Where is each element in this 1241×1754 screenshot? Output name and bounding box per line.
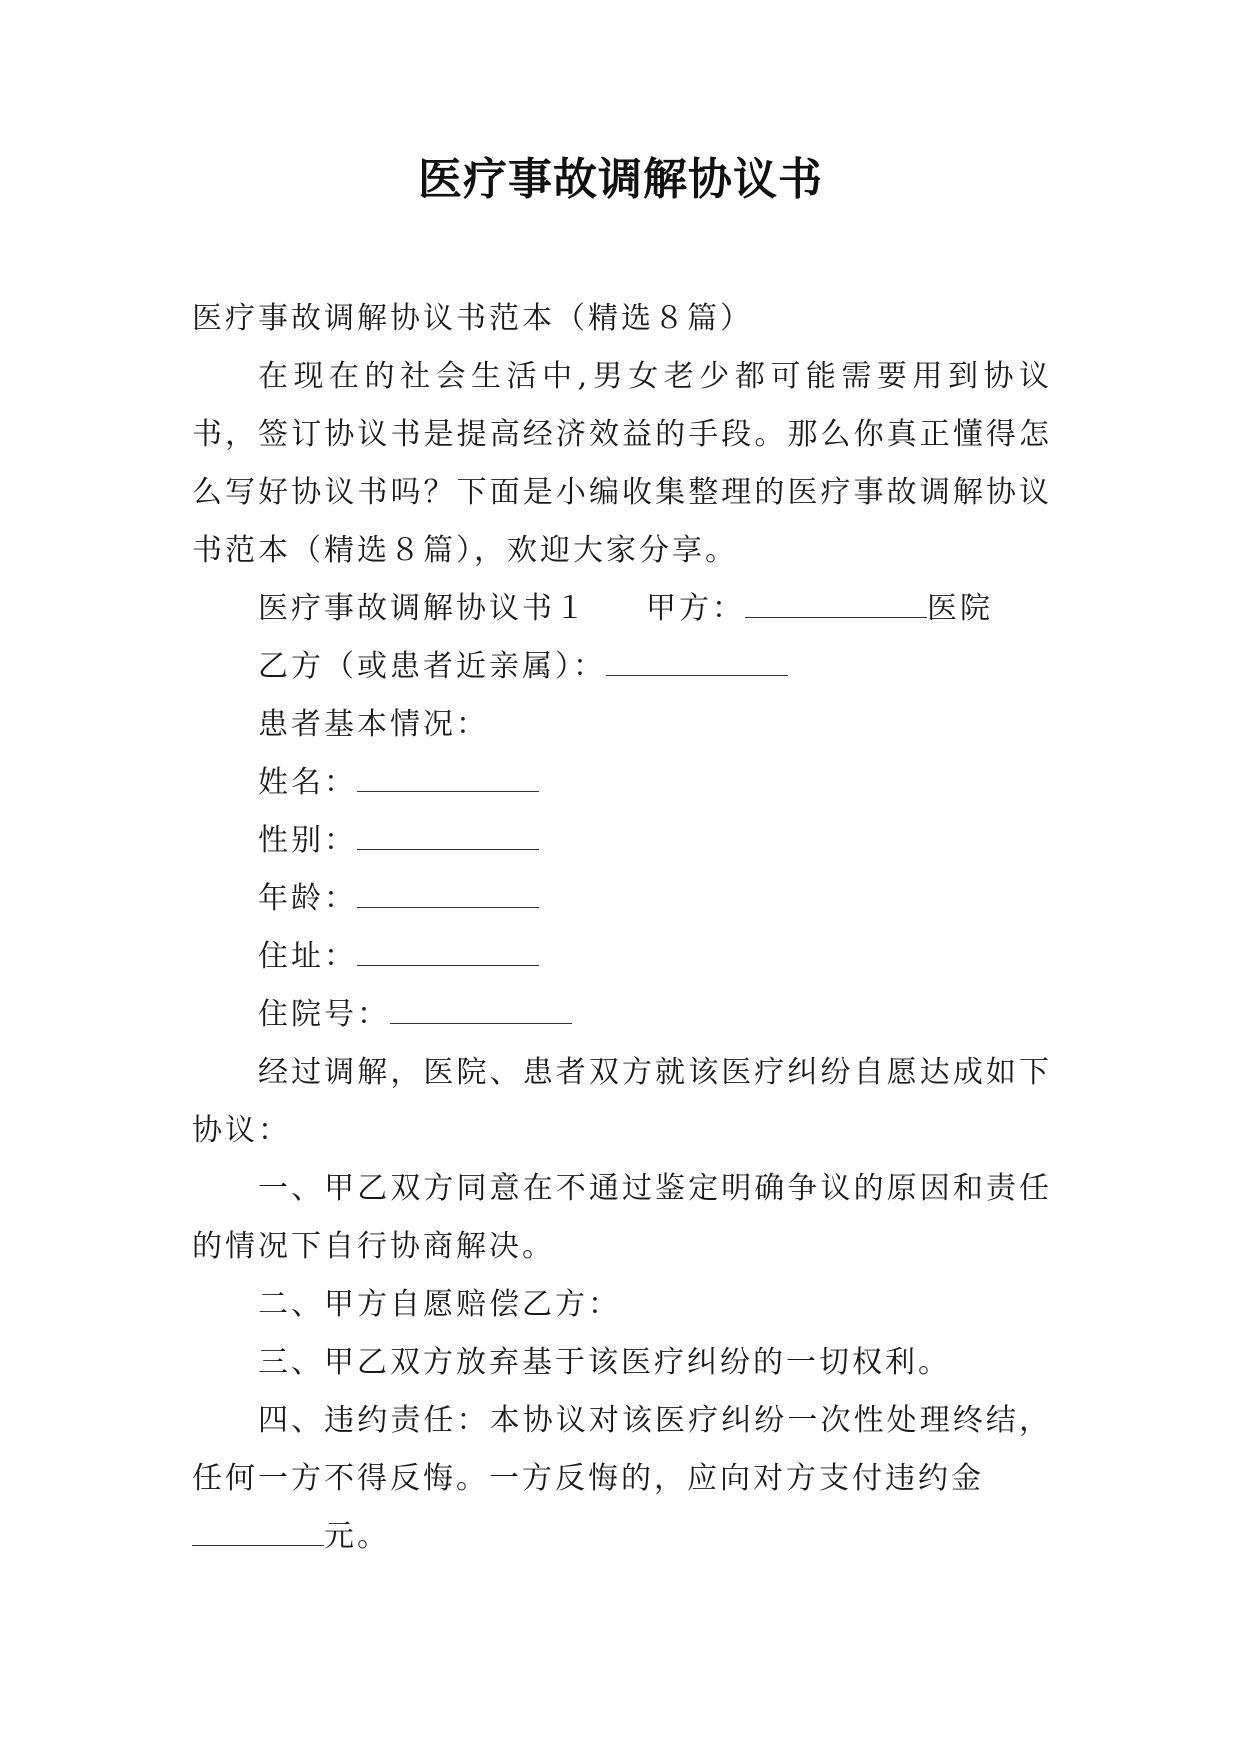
- clause-1: 一、甲乙双方同意在不通过鉴定明确争议的原因和责任的情况下自行协商解决。: [192, 1171, 1052, 1264]
- name-line: [192, 754, 1052, 812]
- hospital-no-label: 住院号：: [258, 997, 390, 1032]
- name-label: 姓名：: [258, 765, 357, 800]
- name-blank[interactable]: [357, 769, 539, 792]
- patient-info-label: 患者基本情况：: [258, 707, 489, 742]
- hospital-no-line: [192, 986, 1052, 1044]
- age-label: 年龄：: [258, 881, 357, 916]
- clause-4-suffix: 元。: [324, 1519, 390, 1554]
- party-a-blank[interactable]: [745, 595, 927, 618]
- clause-2: 二、甲方自愿赔偿乙方：: [258, 1287, 621, 1322]
- party-a-suffix: 医院: [927, 591, 993, 626]
- party-b-label: 乙方（或患者近亲属）：: [258, 649, 606, 684]
- document-body: [192, 290, 1052, 1566]
- section1-heading: 医疗事故调解协议书１: [258, 591, 588, 626]
- party-b-line: [192, 638, 1052, 696]
- penalty-amount-blank[interactable]: [192, 1523, 324, 1546]
- clause-4-text: 四、违约责任：本协议对该医疗纠纷一次性处理终结，任何一方不得反悔。一方反悔的，应向对方支付违约金: [192, 1403, 1052, 1496]
- address-line: [192, 928, 1052, 986]
- clause-3: 三、甲乙双方放弃基于该医疗纠纷的一切权利。: [258, 1345, 951, 1380]
- party-b-blank[interactable]: [606, 653, 788, 676]
- hospital-no-blank[interactable]: [390, 1001, 572, 1024]
- clause-4: [192, 1392, 1052, 1566]
- address-blank[interactable]: [357, 943, 539, 966]
- age-blank[interactable]: [357, 885, 539, 908]
- gender-label: 性别：: [258, 823, 357, 858]
- document-title: 医疗事故调解协议书: [418, 154, 823, 205]
- age-line: [192, 870, 1052, 928]
- gender-blank[interactable]: [357, 827, 539, 850]
- gender-line: [192, 812, 1052, 870]
- subtitle: 医疗事故调解协议书范本（精选８篇）: [192, 301, 753, 336]
- section1-line: [192, 580, 1052, 638]
- intro-paragraph: 在现在的社会生活中,男女老少都可能需要用到协议书，签订协议书是提高经济效益的手段。那么你真正懂得怎么写好协议书吗？下面是小编收集整理的医疗事故调解协议书范本（精选８篇），欢迎大家分享。: [192, 359, 1052, 568]
- party-a-label: 甲方：: [646, 591, 745, 626]
- address-label: 住址：: [258, 939, 357, 974]
- mediation-paragraph: 经过调解，医院、患者双方就该医疗纠纷自愿达成如下协议：: [192, 1055, 1052, 1148]
